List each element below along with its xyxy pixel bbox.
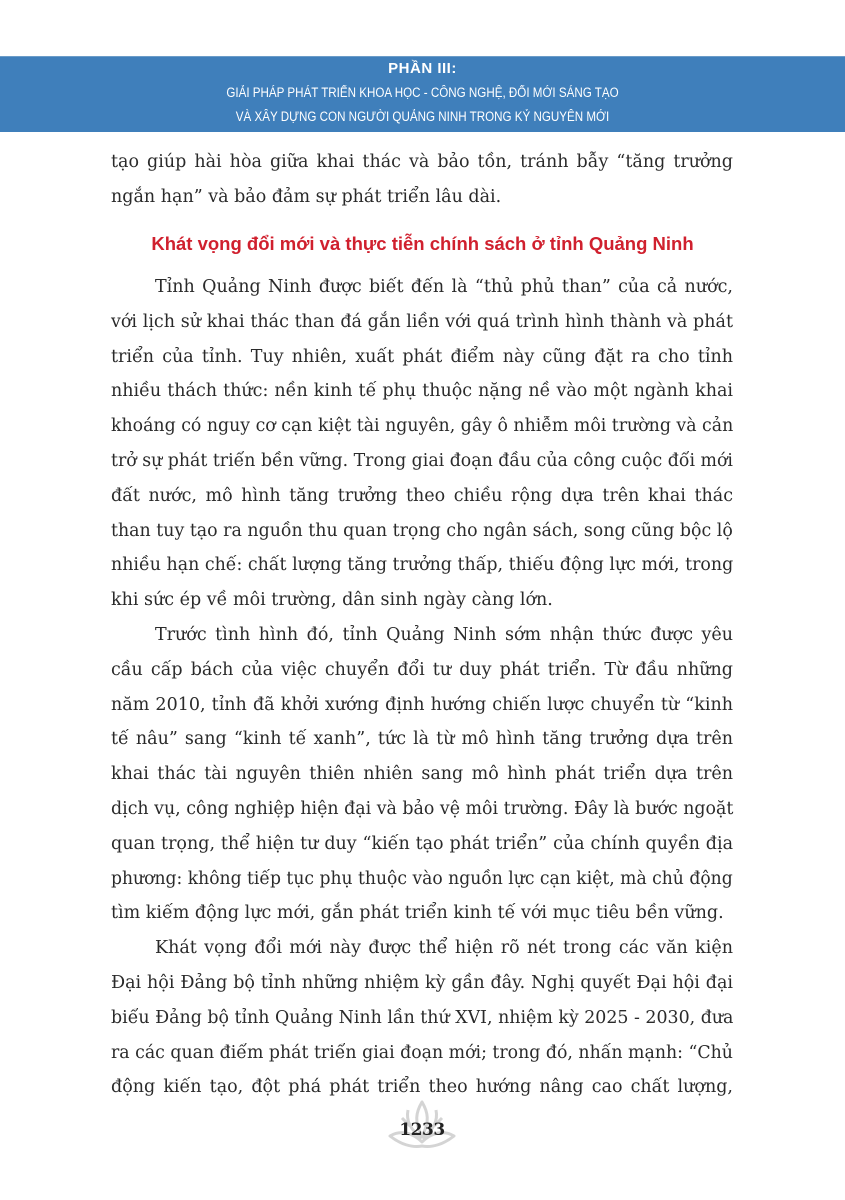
- part-subtitle-line-1: GIẢI PHÁP PHÁT TRIỂN KHOA HỌC - CÔNG NGHỆ, ĐỔI MỚI SÁNG TẠO: [226, 85, 619, 100]
- paragraph-3-line: [111, 1043, 733, 1073]
- paragraph-1-line: [111, 590, 733, 620]
- body-line-text: cầu cấp bách của việc chuyển đổi tư duy phát triển. Từ đầu những: [111, 659, 733, 680]
- body-line-text: khi sức ép về môi trường, dân sinh ngày càng lớn.: [111, 590, 553, 611]
- body-line-text: Trước tình hình đó, tỉnh Quảng Ninh sớm nhận thức được yêu: [155, 625, 733, 645]
- page-number: 1233: [399, 1120, 445, 1140]
- body-line-text: Tỉnh Quảng Ninh được biết đến là “thủ phủ than” của cả nước,: [155, 277, 733, 297]
- paragraph-2-line: [111, 695, 733, 725]
- body-line-text: tế nâu” sang “kinh tế xanh”, tức là từ mô hình tăng trưởng dựa trên: [111, 729, 733, 750]
- body-line-text: nhiều hạn chế: chất lượng tăng trưởng thấp, thiếu động lực mới, trong: [111, 555, 734, 576]
- paragraph-1-line: [111, 486, 733, 516]
- paragraph-1-line: [111, 451, 733, 481]
- paragraph-1-line: [111, 381, 733, 411]
- paragraph-2-line: [111, 729, 733, 759]
- body-line-text: triển của tỉnh. Tuy nhiên, xuất phát điểm này cũng đặt ra cho tỉnh: [111, 346, 733, 367]
- paragraph-3-line: [111, 1008, 733, 1038]
- body-line-text: than tuy tạo ra nguồn thu quan trọng cho ngân sách, song cũng bộc lộ: [111, 520, 733, 541]
- paragraph-2-line: [111, 764, 733, 794]
- body-line-text: nhiều thách thức: nền kinh tế phụ thuộc nặng nề vào một ngành khai: [111, 381, 733, 402]
- body-line-text: biểu Đảng bộ tỉnh Quảng Ninh lần thứ XVI, nhiệm kỳ 2025 - 2030, đưa: [111, 1007, 734, 1028]
- body-line-text: quan trọng, thể hiện tư duy “kiến tạo phát triển” của chính quyền địa: [111, 833, 733, 854]
- part-subtitle-line-2: VÀ XÂY DỰNG CON NGƯỜI QUẢNG NINH TRONG KỶ NGUYÊN MỚI: [235, 109, 610, 124]
- paragraph-2-line: [111, 799, 733, 829]
- paragraph-1-line: [111, 312, 733, 342]
- intro-line: [111, 152, 733, 182]
- paragraph-2-line: [111, 660, 733, 690]
- paragraph-2-line: [111, 869, 733, 899]
- body-line-text: tìm kiếm động lực mới, gắn phát triển kinh tế với mục tiêu bền vững.: [111, 903, 724, 924]
- body-line-text: phương: không tiếp tục phụ thuộc vào nguồn lực cạn kiệt, mà chủ động: [111, 868, 733, 889]
- body-line-text: động kiến tạo, đột phá phát triển theo hướng nâng cao chất lượng,: [111, 1077, 733, 1098]
- page-number-ornament: [372, 1096, 472, 1152]
- paragraph-2-line: [155, 625, 733, 655]
- paragraph-2-line: [111, 903, 733, 933]
- body-line-text: dịch vụ, công nghiệp hiện đại và bảo vệ môi trường. Đây là bước ngoặt: [111, 799, 734, 819]
- paragraph-1-line: [111, 521, 733, 551]
- body-line-text: trở sự phát triển bền vững. Trong giai đoạn đầu của công cuộc đổi mới: [111, 451, 733, 471]
- body-line-text: khoáng có nguy cơ cạn kiệt tài nguyên, gây ô nhiễm môi trường và cản: [111, 416, 734, 437]
- paragraph-1-line: [111, 555, 733, 585]
- body-line-text: đất nước, mô hình tăng trưởng theo chiều rộng dựa trên khai thác: [111, 485, 733, 506]
- body-line-text: ra các quan điểm phát triển giai đoạn mới; trong đó, nhấn mạnh: “Chủ: [111, 1042, 733, 1063]
- body-line-text: ngắn hạn” và bảo đảm sự phát triển lâu dài.: [111, 186, 502, 207]
- part-label: PHẦN III:: [388, 60, 457, 77]
- body-line-text: Khát vọng đổi mới này được thể hiện rõ nét trong các văn kiện: [155, 938, 733, 959]
- paragraph-1-line: [111, 416, 733, 446]
- body-line-text: với lịch sử khai thác than đá gắn liền với quá trình hình thành và phát: [111, 311, 733, 332]
- body-line-text: khai thác tài nguyên thiên nhiên sang mô hình phát triển dựa trên: [111, 764, 733, 785]
- intro-line: [111, 187, 733, 217]
- paragraph-3-line: [111, 973, 733, 1003]
- body-line-text: tạo giúp hài hòa giữa khai thác và bảo tồn, tránh bẫy “tăng trưởng: [111, 152, 733, 172]
- section-header-band: [0, 56, 845, 132]
- paragraph-3-line: [155, 938, 733, 968]
- paragraph-2-line: [111, 834, 733, 864]
- body-line-text: Đại hội Đảng bộ tỉnh những nhiệm kỳ gần đây. Nghị quyết Đại hội đại: [111, 973, 733, 993]
- body-line-text: năm 2010, tỉnh đã khởi xướng định hướng chiến lược chuyển từ “kinh: [111, 694, 733, 715]
- section-heading: Khát vọng đổi mới và thực tiễn chính sách ở tỉnh Quảng Ninh: [151, 233, 694, 254]
- paragraph-1-line: [111, 347, 733, 377]
- paragraph-1-line: [155, 277, 733, 307]
